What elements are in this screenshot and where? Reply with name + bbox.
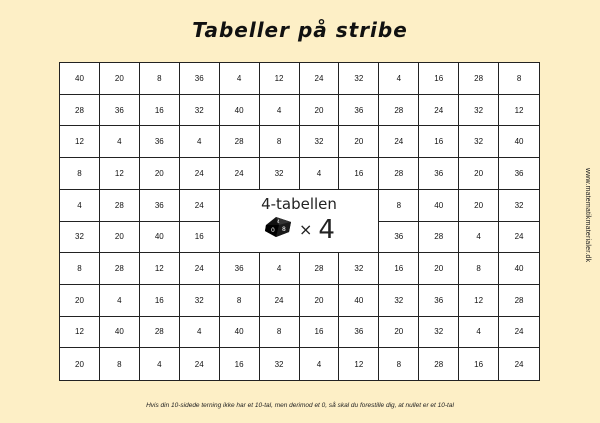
ten-sided-die-icon [263, 215, 293, 244]
grid-cell: 20 [379, 317, 419, 349]
grid-cell: 32 [459, 95, 499, 127]
grid-cell: 28 [419, 348, 459, 380]
grid-cell: 40 [140, 222, 180, 254]
grid-cell: 4 [180, 126, 220, 158]
factor-number: 4 [318, 214, 335, 245]
grid-cell: 8 [379, 348, 419, 380]
grid-cell: 16 [419, 126, 459, 158]
grid-cell: 24 [260, 285, 300, 317]
grid-cell: 24 [180, 348, 220, 380]
grid-cell: 40 [419, 190, 459, 222]
grid-cell: 24 [379, 126, 419, 158]
center-panel [220, 190, 380, 253]
center-formula [263, 215, 335, 245]
grid-cell: 20 [459, 190, 499, 222]
grid-cell: 12 [499, 95, 539, 127]
grid-cell: 8 [260, 126, 300, 158]
grid-cell: 36 [419, 158, 459, 190]
grid-cell: 36 [339, 317, 379, 349]
grid-cell: 20 [339, 126, 379, 158]
grid-cell: 20 [419, 253, 459, 285]
grid-cell: 20 [60, 348, 100, 380]
grid-cell: 12 [100, 158, 140, 190]
grid-cell: 24 [419, 95, 459, 127]
grid-cell: 32 [260, 158, 300, 190]
grid-cell: 28 [100, 190, 140, 222]
grid-cell: 40 [499, 253, 539, 285]
grid-cell: 40 [499, 126, 539, 158]
website-url: www.matematikmaterialer.dk [584, 168, 591, 263]
grid-cell: 32 [499, 190, 539, 222]
grid-cell: 4 [260, 253, 300, 285]
grid-cell: 16 [459, 348, 499, 380]
grid-cell: 8 [459, 253, 499, 285]
grid-cell: 28 [300, 253, 340, 285]
grid-cell: 32 [180, 285, 220, 317]
grid-cell: 20 [300, 95, 340, 127]
grid-cell: 4 [140, 348, 180, 380]
grid-cell: 32 [419, 317, 459, 349]
grid-cell: 40 [220, 95, 260, 127]
grid-cell: 12 [60, 126, 100, 158]
grid-cell: 24 [180, 190, 220, 222]
page-title: Tabeller på stribe [192, 18, 408, 42]
grid-cell: 20 [459, 158, 499, 190]
grid-cell: 8 [260, 317, 300, 349]
grid-cell: 16 [180, 222, 220, 254]
grid-cell: 16 [140, 285, 180, 317]
grid-cell: 20 [100, 63, 140, 95]
grid-cell: 24 [180, 253, 220, 285]
grid-cell: 16 [339, 158, 379, 190]
grid-cell: 24 [220, 158, 260, 190]
grid-cell: 28 [379, 95, 419, 127]
grid-cell: 28 [459, 63, 499, 95]
grid-cell: 36 [180, 63, 220, 95]
grid-cell: 8 [379, 190, 419, 222]
grid-cell: 12 [260, 63, 300, 95]
grid-cell: 16 [379, 253, 419, 285]
center-title: 4-tabellen [261, 194, 337, 213]
grid-cell: 20 [60, 285, 100, 317]
grid-cell: 4 [459, 222, 499, 254]
grid-cell: 12 [60, 317, 100, 349]
grid-cell: 28 [100, 253, 140, 285]
grid-cell: 32 [459, 126, 499, 158]
grid-cell: 8 [60, 158, 100, 190]
grid-cell: 4 [220, 63, 260, 95]
grid-cell: 24 [180, 158, 220, 190]
grid-cell: 32 [339, 63, 379, 95]
grid-cell: 28 [140, 317, 180, 349]
grid-cell: 12 [339, 348, 379, 380]
grid-cell: 8 [220, 285, 260, 317]
number-grid [59, 62, 540, 381]
grid-cell: 28 [220, 126, 260, 158]
footer-note: Hvis din 10-sidede terning ikke har et 10-tal, men derimod et 0, så skal du forestille dig, at nullet er et 10-tal [146, 402, 454, 409]
grid-cell: 12 [140, 253, 180, 285]
grid-cell: 4 [300, 348, 340, 380]
grid-cell: 32 [379, 285, 419, 317]
grid-cell: 40 [60, 63, 100, 95]
grid-cell: 28 [499, 285, 539, 317]
grid-cell: 32 [260, 348, 300, 380]
grid-cell: 40 [339, 285, 379, 317]
grid-cell: 36 [339, 95, 379, 127]
svg-text:8: 8 [282, 226, 286, 234]
grid-cell: 32 [300, 126, 340, 158]
grid-cell: 4 [100, 126, 140, 158]
grid-cell: 28 [379, 158, 419, 190]
grid-cell: 8 [100, 348, 140, 380]
grid-cell: 4 [60, 190, 100, 222]
svg-text:4: 4 [277, 219, 280, 225]
grid-cell: 16 [140, 95, 180, 127]
grid-cell: 36 [220, 253, 260, 285]
grid-cell: 24 [499, 222, 539, 254]
grid-cell: 8 [60, 253, 100, 285]
grid-cell: 36 [100, 95, 140, 127]
grid-cell: 8 [140, 63, 180, 95]
grid-cell: 32 [339, 253, 379, 285]
grid-cell: 36 [419, 285, 459, 317]
grid-cell: 16 [220, 348, 260, 380]
grid-cell: 20 [100, 222, 140, 254]
grid-cell: 16 [300, 317, 340, 349]
grid-cell: 36 [140, 190, 180, 222]
svg-text:0: 0 [271, 227, 275, 235]
grid-cell: 32 [60, 222, 100, 254]
grid-cell: 20 [300, 285, 340, 317]
grid-cell: 36 [140, 126, 180, 158]
grid-cell: 8 [499, 63, 539, 95]
grid-cell: 4 [379, 63, 419, 95]
grid-cell: 28 [419, 222, 459, 254]
grid-cell: 32 [180, 95, 220, 127]
grid-cell: 24 [300, 63, 340, 95]
times-sign: × [299, 220, 313, 240]
grid-cell: 4 [180, 317, 220, 349]
grid-cell: 4 [100, 285, 140, 317]
grid-cell: 4 [300, 158, 340, 190]
grid-cell: 28 [60, 95, 100, 127]
grid-cell: 36 [379, 222, 419, 254]
grid-cell: 4 [459, 317, 499, 349]
grid-cell: 4 [260, 95, 300, 127]
grid-cell: 12 [459, 285, 499, 317]
grid-cell: 36 [499, 158, 539, 190]
grid-cell: 16 [419, 63, 459, 95]
grid-cell: 20 [140, 158, 180, 190]
grid-cell: 24 [499, 317, 539, 349]
grid-cell: 40 [100, 317, 140, 349]
grid-cell: 24 [514, 359, 524, 369]
grid-cell: 40 [220, 317, 260, 349]
